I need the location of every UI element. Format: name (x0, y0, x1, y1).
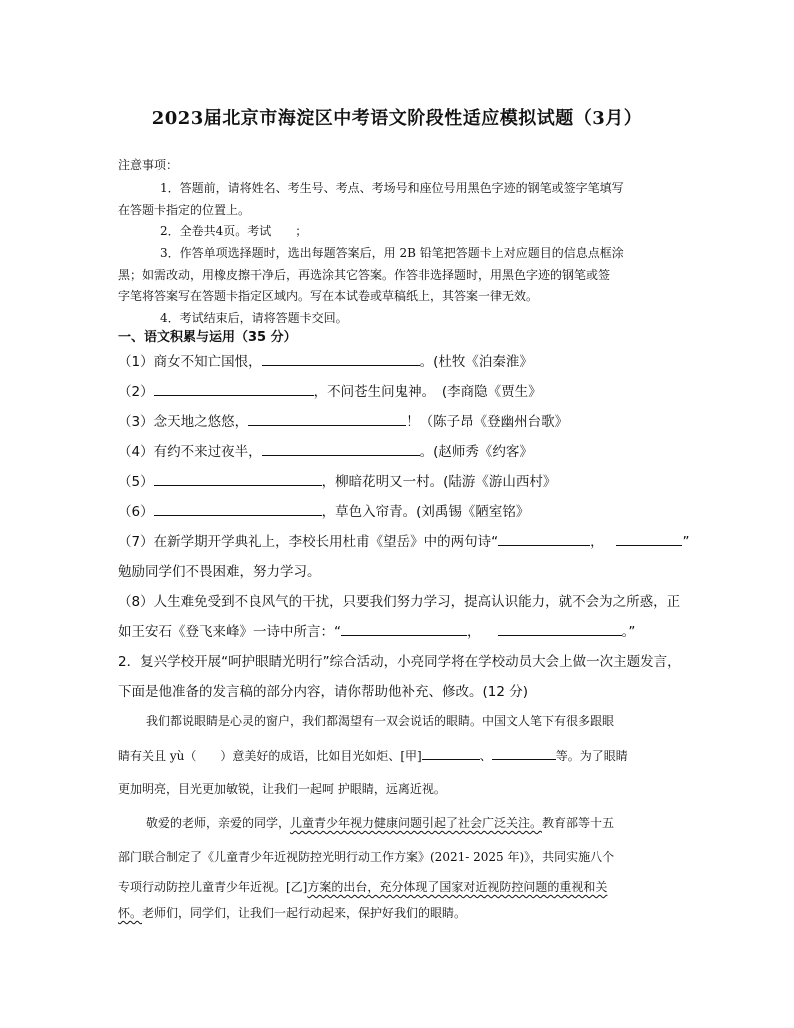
marked-sentence: 方案的出台，充分体现了国家对近视防控问题的重视和关 (307, 880, 608, 894)
passage-text: 我们都说眼睛是心灵的窗户，我们都渴望有一双会说话的眼睛。中国文人笔下有很多跟眼 (146, 714, 615, 728)
question-text: 。(杜牧《泊秦淮》 (419, 354, 533, 370)
passage-text: 敬爱的老师，亲爱的同学， (146, 816, 291, 830)
question-line (118, 470, 556, 490)
notice-item: 1．答题前，请将姓名、考生号、考点、考场号和座位号用黑色字迹的钢笔或签字笔填写 (160, 181, 624, 195)
answer-blank[interactable] (154, 502, 322, 516)
notice-item: 字笔将答案写在答题卡指定区域内。写在本试卷或草稿纸上，其答案一律无效。 (118, 289, 539, 303)
marked-sentence: 儿童青少年视力健康问题引起了社会广泛关注。 (290, 816, 543, 830)
notice-item: 3．作答单项选择题时，选出每题答案后，用 2B 铅笔把答题卡上对应题目的信息点框涂 (160, 246, 624, 260)
question-text: ，柳暗花明又一村。(陆游《游山西村》 (321, 474, 557, 490)
answer-blank[interactable] (498, 532, 590, 546)
question-text: （8）人生难免受到不良风气的干扰，只要我们努力学习，提高认识能力，就不会为之所惑，正 (118, 594, 681, 610)
answer-blank[interactable] (616, 532, 682, 546)
question-text: ， (590, 534, 604, 550)
notice-item: 在答题卡指定的位置上。 (118, 203, 251, 217)
passage-text: 老师们，同学们，让我们一起行动起来，保护好我们的眼睛。 (142, 906, 467, 920)
question-text: 。” (621, 624, 636, 640)
question-text: 。(赵师秀《约客》 (419, 444, 533, 460)
notice-item: 黑；如需改动，用橡皮擦干净后，再选涂其它答案。作答非选择题时，用黑色字迹的钢笔或签 (118, 268, 611, 282)
notice-item: 2．全卷共4页。考试 ； (160, 224, 308, 238)
question-text: 勉励同学们不畏困难，努力学习。 (118, 564, 321, 580)
passage-line (118, 746, 628, 764)
question-text: 如王安石《登飞来峰》一诗中所言：“ (118, 624, 341, 640)
question-text: （4）有约不来过夜半， (118, 444, 262, 460)
marked-sentence: 怀。 (118, 906, 143, 920)
answer-blank[interactable] (154, 382, 314, 396)
passage-text: 睛有关且 yù（ ）意美好的成语，比如目光如炬、[甲] (118, 749, 422, 763)
question-text: （7）在新学期开学典礼上，李校长用杜甫《望岳》中的两句诗“ (118, 534, 499, 550)
passage-line (146, 814, 614, 831)
notice-heading: 注意事项： (118, 158, 179, 172)
question-text: ，不问苍生问鬼神。 (李商隐《贾生》 (313, 384, 542, 400)
question-text: （5） (118, 474, 154, 490)
question-text: ， (467, 624, 481, 640)
section-heading: 一、语文积累与运用（35 分） (118, 330, 297, 345)
question-text: 2．复兴学校开展“呵护眼睛光明行”综合活动，小亮同学将在学校动员大会上做一次主题发言， (118, 654, 681, 670)
answer-blank[interactable] (498, 622, 622, 636)
passage-text: 专项行动防控儿童青少年近视。[乙] (118, 880, 308, 894)
answer-blank[interactable] (341, 622, 467, 636)
question-text: ！（陈子昂《登幽州台歌》 (406, 414, 569, 430)
answer-blank[interactable] (262, 442, 420, 456)
answer-blank[interactable] (422, 746, 480, 760)
question-text: ，草色入帘青。(刘禹锡《陋室铭》 (321, 504, 530, 520)
answer-blank[interactable] (248, 412, 406, 426)
question-line (118, 620, 635, 640)
question-text: ” (682, 534, 690, 550)
passage-text: 部门联合制定了《儿童青少年近视防控光明行动工作方案》(2021- 2025 年)》，共同实施八个 (118, 850, 615, 864)
question-line (118, 530, 689, 550)
passage-text: 等。为了眼睛 (555, 749, 628, 763)
passage-line (118, 878, 607, 895)
question-text: （3）念天地之悠悠， (118, 414, 249, 430)
passage-text: 更加明亮，目光更加敏锐，让我们一起呵 护眼睛，远离近视。 (118, 782, 446, 796)
passage-text: 教育部等十五 (542, 816, 615, 830)
answer-blank[interactable] (154, 472, 322, 486)
question-line (118, 440, 533, 460)
question-line (118, 350, 533, 370)
question-text: （6） (118, 504, 154, 520)
question-text: （2） (118, 384, 154, 400)
passage-text: 、 (479, 749, 492, 763)
answer-blank[interactable] (492, 746, 556, 760)
question-line (118, 500, 529, 520)
question-text: （1）商女不知亡国恨， (118, 354, 262, 370)
page-title: 2023届北京市海淀区中考语文阶段性适应模拟试题（3月） (151, 108, 643, 129)
notice-item: 4．考试结束后，请将答题卡交回。 (160, 311, 348, 325)
question-line (118, 410, 568, 430)
question-line (118, 380, 542, 400)
passage-line (118, 904, 466, 921)
question-text: 下面是他准备的发言稿的部分内容，请你帮助他补充、修改。(12 分) (118, 684, 529, 700)
answer-blank[interactable] (262, 352, 420, 366)
